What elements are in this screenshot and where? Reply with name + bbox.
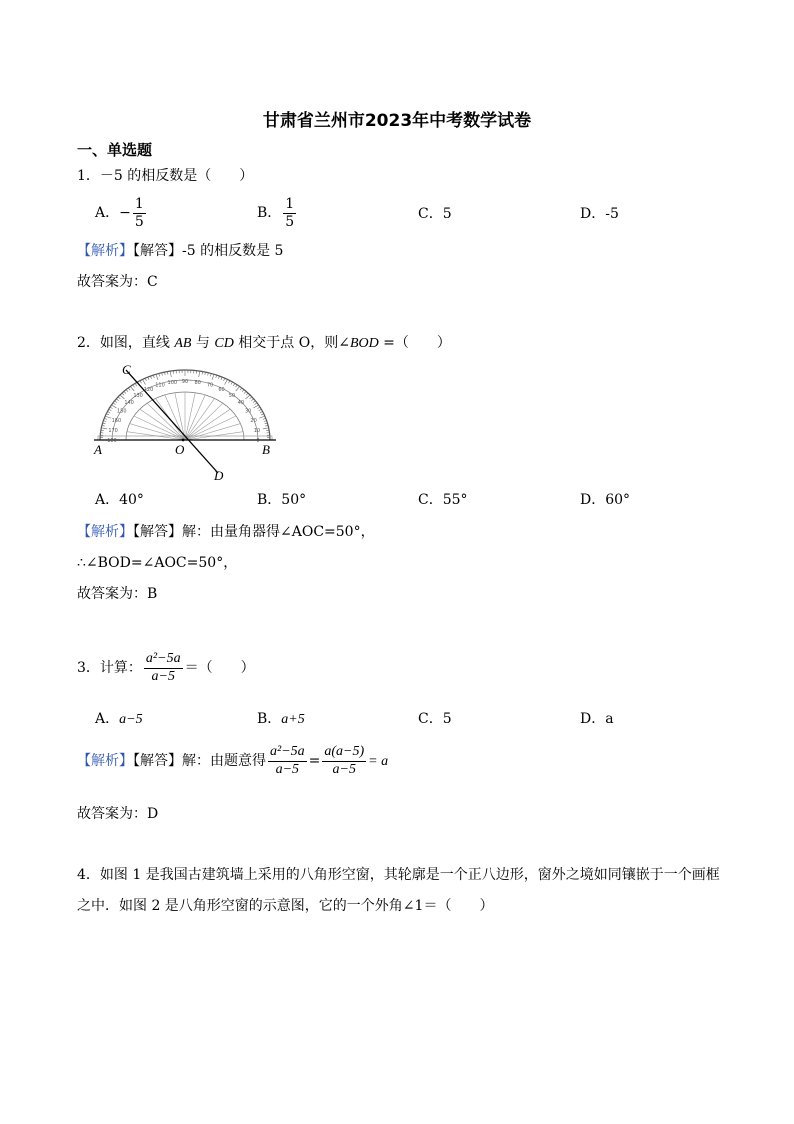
- protractor-tick: [231, 382, 233, 385]
- protractor-tick-label: 100: [167, 379, 178, 386]
- protractor-tick-label: 40: [237, 400, 245, 407]
- q3-option-b: [257, 708, 305, 728]
- protractor-tick: [263, 428, 269, 429]
- q1-option-a-fraction: [133, 197, 146, 229]
- protractor-tick-label: 170: [108, 427, 118, 434]
- protractor-tick: [164, 372, 165, 375]
- protractor-tick: [202, 372, 203, 375]
- protractor-tick-label: 10: [253, 427, 261, 434]
- q2-option-b: B．50°: [257, 492, 307, 508]
- protractor-tick: [259, 409, 262, 410]
- label-a: A: [94, 442, 102, 457]
- protractor-tick: [210, 373, 211, 376]
- q1-analysis-text: 【解答】-5 的相反数是 5: [133, 243, 284, 259]
- protractor-tick: [133, 385, 135, 387]
- q3-analysis-text: 【解答】解：由题意得: [133, 753, 266, 770]
- q3-eq-result: = a: [368, 754, 389, 770]
- analysis-tag: 【解析】: [77, 524, 133, 540]
- protractor-tick: [101, 428, 107, 429]
- protractor-tick: [167, 372, 168, 375]
- protractor-tick-label: 150: [117, 408, 127, 415]
- q3-analysis: 【解析】【解答】解：由题意得 $\frac{\text{a²−5a}}{a-5}$ = $\frac{a(a-5)}{a-5}$ = a: [77, 744, 389, 777]
- protractor-tick: [159, 373, 160, 376]
- analysis-tag: 【解析】: [77, 243, 133, 259]
- protractor-tick-label: 140: [124, 400, 134, 407]
- protractor-tick: [265, 425, 268, 426]
- protractor-tick: [205, 372, 206, 375]
- protractor-tick: [110, 407, 113, 408]
- protractor-tick-label: 130: [133, 392, 143, 399]
- protractor-tick: [216, 375, 217, 378]
- protractor-tick-label: 180: [107, 438, 117, 444]
- protractor-figure: [90, 358, 290, 483]
- protractor-tick: [103, 421, 106, 422]
- protractor-tick: [113, 403, 116, 405]
- q1-b-numerator: 1: [285, 196, 295, 212]
- point-o: [182, 439, 185, 442]
- q4-stem-line2: 之中．如图 2 是八角形空窗的示意图，它的一个外角∠1＝（ ）: [77, 898, 494, 914]
- q3-a-value: a−5: [119, 712, 143, 727]
- protractor-tick: [162, 373, 163, 376]
- q2-stem-post: =（ ）: [378, 335, 451, 351]
- label-d: D: [214, 468, 224, 483]
- protractor-tick: [244, 391, 246, 393]
- q2-stem-mid: 与: [191, 335, 215, 351]
- q3-option-d: D．a: [580, 711, 614, 727]
- q2-line-cd: CD: [214, 336, 234, 351]
- protractor-tick: [240, 388, 242, 390]
- q1-b-denominator: 5: [285, 213, 295, 230]
- q3-answer: 故答案为：D: [77, 806, 159, 822]
- q3-stem: [77, 652, 255, 684]
- q1-a-denominator: 5: [134, 213, 144, 230]
- q2-line-ab: AB: [174, 336, 192, 351]
- q1-option-a-label: A．: [95, 205, 120, 222]
- q2-option-c: C．55°: [418, 492, 468, 508]
- protractor-tick-label: 90: [181, 379, 189, 385]
- protractor-tick: [128, 388, 130, 390]
- label-o: O: [175, 442, 185, 457]
- q1-answer: 故答案为：C: [77, 274, 158, 290]
- protractor-tick: [253, 405, 258, 408]
- protractor-tick-label: 50: [228, 392, 236, 399]
- protractor-tick: [156, 374, 158, 380]
- protractor-tick: [208, 373, 209, 376]
- protractor-tick-label: 110: [155, 382, 165, 389]
- protractor-tick: [229, 381, 231, 384]
- protractor-tick: [143, 379, 146, 384]
- protractor-tick: [130, 386, 134, 391]
- q3-denominator: a−5: [151, 668, 175, 684]
- q3-b-label: B．: [257, 711, 282, 727]
- q1-option-d: D．-5: [580, 206, 619, 222]
- protractor-tick: [109, 409, 112, 410]
- protractor-tick: [111, 405, 116, 408]
- q1-stem: 1．－5 的相反数是（ ）: [77, 168, 254, 184]
- protractor-tick: [246, 395, 251, 399]
- q2-option-a: A．40°: [95, 492, 144, 508]
- protractor-tick: [261, 414, 264, 415]
- protractor-tick: [224, 378, 225, 381]
- protractor-tick: [250, 397, 252, 399]
- q3-stem-label: 3．计算：: [77, 660, 142, 677]
- protractor-tick: [233, 383, 235, 385]
- protractor-tick: [259, 416, 265, 418]
- q1-option-a-sign: −: [119, 205, 131, 222]
- protractor-tick: [246, 393, 248, 395]
- q4-stem-line1: 4．如图 1 是我国古建筑墙上采用的八角形空窗，其轮廓是一个正八边形，窗外之境如同镶嵌于一个画框: [77, 867, 720, 883]
- protractor-tick-label: 120: [143, 386, 154, 393]
- protractor-tick: [153, 375, 154, 378]
- q2-stem: [77, 332, 451, 352]
- q3-a-label: A．: [95, 711, 120, 727]
- protractor-tick: [122, 393, 124, 395]
- protractor-tick: [257, 407, 260, 408]
- protractor-tick: [253, 401, 256, 403]
- q2-stem-mid2: 相交于点 O，则: [233, 335, 339, 351]
- q3-numerator: a²−5a: [144, 652, 183, 669]
- protractor-tick: [170, 371, 171, 377]
- q1-option-b-label: B．: [257, 205, 282, 222]
- q2-analysis-line2: ∴∠BOD=∠AOC=50°，: [77, 555, 238, 571]
- label-c: C: [122, 362, 131, 377]
- protractor-tick-label: 20: [250, 417, 257, 424]
- q3-eq-num-2: a(a−5): [322, 745, 366, 762]
- protractor-tick: [116, 399, 119, 401]
- protractor-tick: [264, 421, 267, 422]
- protractor-tick-label: 30: [245, 408, 252, 415]
- protractor-tick-label: 0: [256, 438, 260, 444]
- q3-eq-den-2: a−5: [332, 761, 356, 777]
- protractor-tick: [104, 418, 107, 419]
- q3-eq-num-1: a²−5a: [268, 745, 307, 762]
- protractor-tick-label: 160: [111, 417, 122, 424]
- protractor-tick-label: 70: [206, 382, 214, 389]
- protractor-rays: [126, 392, 244, 440]
- protractor-tick: [118, 397, 120, 399]
- protractor-tick: [106, 414, 109, 415]
- protractor-tick-label: 80: [194, 379, 201, 386]
- protractor-tick: [124, 391, 126, 393]
- q1-a-numerator: 1: [134, 196, 144, 212]
- protractor-tick-label: 60: [218, 386, 225, 393]
- page-title: 甘肃省兰州市2023年中考数学试卷: [262, 111, 532, 131]
- q3-option-c: C．5: [418, 711, 452, 727]
- q3-eq-fraction-1: [268, 745, 307, 777]
- protractor-tick: [221, 377, 222, 380]
- q2-answer: 故答案为：B: [77, 586, 158, 602]
- q2-angle: ∠BOD: [338, 336, 379, 351]
- q1-option-b-fraction: [283, 197, 296, 229]
- protractor-tick: [148, 377, 149, 380]
- analysis-tag: 【解析】: [77, 753, 133, 770]
- q1-analysis: [77, 240, 283, 260]
- q3-stem-post: ＝（ ）: [184, 660, 255, 677]
- q3-eq-den-1: a−5: [275, 761, 300, 777]
- q1-option-c: C．5: [418, 206, 452, 222]
- protractor-tick: [115, 401, 118, 403]
- protractor-tick: [145, 378, 146, 381]
- protractor-tick: [263, 418, 266, 419]
- protractor-tick: [135, 383, 137, 385]
- q2-stem-pre: 2．如图，直线: [77, 335, 175, 351]
- protractor-tick: [212, 374, 214, 380]
- q2-analysis-text: 【解答】解：由量角器得∠AOC=50°，: [133, 524, 375, 540]
- protractor-tick: [140, 381, 142, 384]
- protractor-tick: [236, 385, 238, 387]
- section-heading: 一、单选题: [77, 141, 153, 159]
- protractor-tick: [255, 403, 258, 405]
- q1-option-a: [95, 197, 148, 229]
- protractor-tick: [199, 371, 200, 377]
- q2-option-d: D．60°: [580, 492, 631, 508]
- protractor-tick: [126, 390, 128, 392]
- protractor-tick: [102, 425, 105, 426]
- q3-eq-fraction-2: [322, 745, 366, 777]
- protractor-tick: [236, 386, 240, 391]
- q3-fraction: [144, 652, 183, 684]
- label-b: B: [262, 442, 270, 457]
- protractor-tick: [120, 395, 125, 399]
- protractor-tick: [242, 390, 244, 392]
- protractor-tick: [150, 376, 151, 379]
- q1-option-b: [257, 197, 298, 229]
- q3-option-a: [95, 708, 143, 728]
- protractor-tick: [218, 376, 219, 379]
- protractor-tick: [225, 379, 228, 384]
- q3-b-value: a+5: [281, 712, 305, 727]
- q2-analysis: [77, 521, 375, 541]
- protractor-tick: [251, 399, 254, 401]
- protractor-tick: [105, 416, 111, 418]
